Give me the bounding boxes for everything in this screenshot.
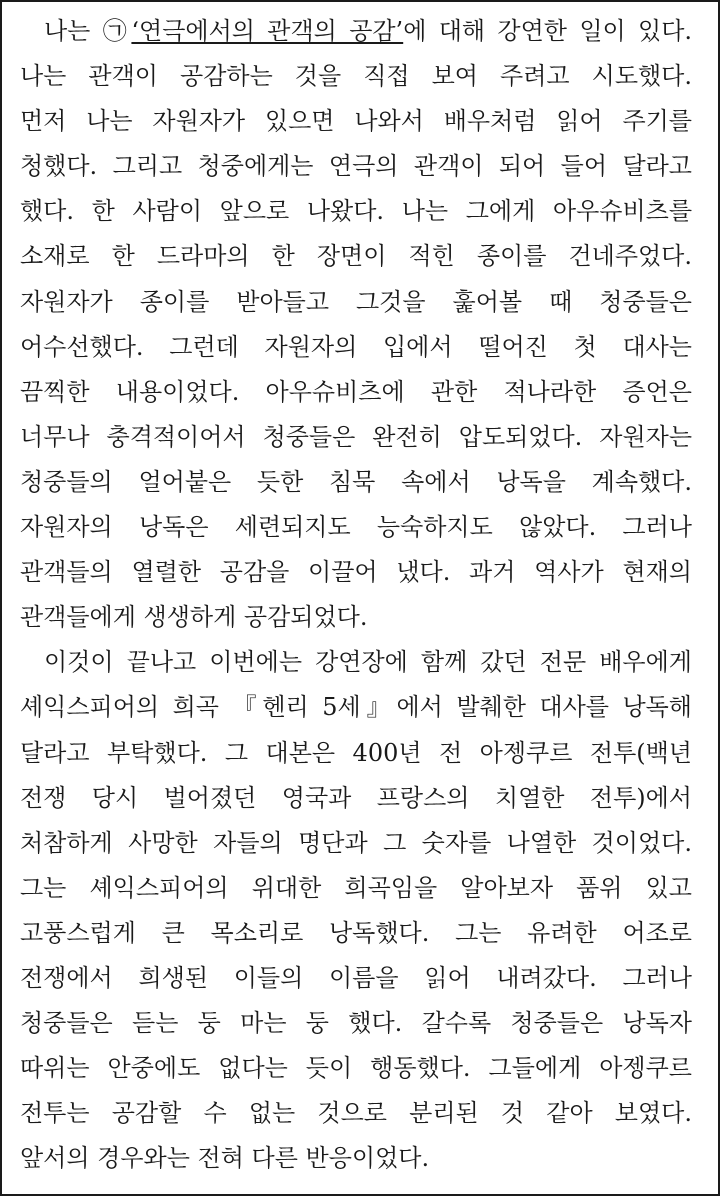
passage-line: 청중들의 얼어붙은 듯한 침묵 속에서 낭독을 계속했다. [20, 467, 692, 496]
passage-line: 소재로 한 드라마의 한 장면이 적힌 종이를 건네주었다. [20, 242, 692, 271]
passage-line: 자원자가 종이를 받아들고 그것을 훑어볼 때 청중들은 [20, 287, 692, 316]
passage-line: 그는 셰익스피어의 위대한 희곡임을 알아보자 품위 있고 [20, 873, 692, 902]
paragraph-end-line: 앞서의 경우와는 전혀 다른 반응이었다. [20, 1144, 430, 1173]
passage-line: 처참하게 사망한 자들의 명단과 그 숫자를 나열한 것이었다. [20, 828, 692, 857]
passage-line: 전쟁 당시 벌어졌던 영국과 프랑스의 치열한 전투)에서 [20, 783, 692, 812]
passage-line: 전쟁에서 희생된 이들의 이름을 읽어 내려갔다. 그러나 [20, 963, 692, 992]
passage-line [20, 9, 692, 54]
passage-line: 먼저 나는 자원자가 있으면 나와서 배우처럼 읽어 주기를 [20, 107, 692, 136]
passage-line: 따위는 안중에도 없다는 듯이 행동했다. 그들에게 아젱쿠르 [20, 1054, 692, 1083]
passage-line: 너무나 충격적이어서 청중들은 완전히 압도되었다. 자원자는 [20, 422, 692, 451]
passage-line: 전투는 공감할 수 없는 것으로 분리된 것 같아 보였다. [20, 1099, 692, 1128]
passage-line: 이것이 끝나고 이번에는 강연장에 함께 갔던 전문 배우에게 [44, 648, 692, 677]
passage-line: 달라고 부탁했다. 그 대본은 400년 전 아젱쿠르 전투(백년 [20, 738, 692, 767]
underlined-phrase: ‘연극에서의 관객의 공감’ [131, 17, 404, 45]
line-suffix: 에 대해 강연한 일이 있다. [403, 17, 692, 45]
passage-line: 청중들은 듣는 둥 마는 둥 했다. 갈수록 청중들은 낭독자 [20, 1009, 692, 1038]
line-prefix: 나는 ㉠ [44, 17, 132, 45]
paragraph-end-line: 관객들에게 생생하게 공감되었다. [20, 603, 368, 632]
passage-line: 청했다. 그리고 청중에게는 연극의 관객이 되어 들어 달라고 [20, 152, 692, 181]
passage-line: 어수선했다. 그런데 자원자의 입에서 떨어진 첫 대사는 [20, 332, 692, 361]
passage-line: 했다. 한 사람이 앞으로 나왔다. 나는 그에게 아우슈비츠를 [20, 197, 692, 226]
passage-line: 셰익스피어의 희곡 『헨리 5세』에서 발췌한 대사를 낭독해 [20, 693, 692, 722]
passage-line: 고풍스럽게 큰 목소리로 낭독했다. 그는 유려한 어조로 [20, 918, 692, 947]
passage-text [20, 9, 692, 1181]
passage-line: 자원자의 낭독은 세련되지도 능숙하지도 않았다. 그러나 [20, 513, 692, 542]
passage-line: 끔찍한 내용이었다. 아우슈비츠에 관한 적나라한 증언은 [20, 377, 692, 406]
passage-line: 관객들의 열렬한 공감을 이끌어 냈다. 과거 역사가 현재의 [20, 558, 692, 587]
passage-line: 나는 관객이 공감하는 것을 직접 보여 주려고 시도했다. [20, 62, 692, 91]
